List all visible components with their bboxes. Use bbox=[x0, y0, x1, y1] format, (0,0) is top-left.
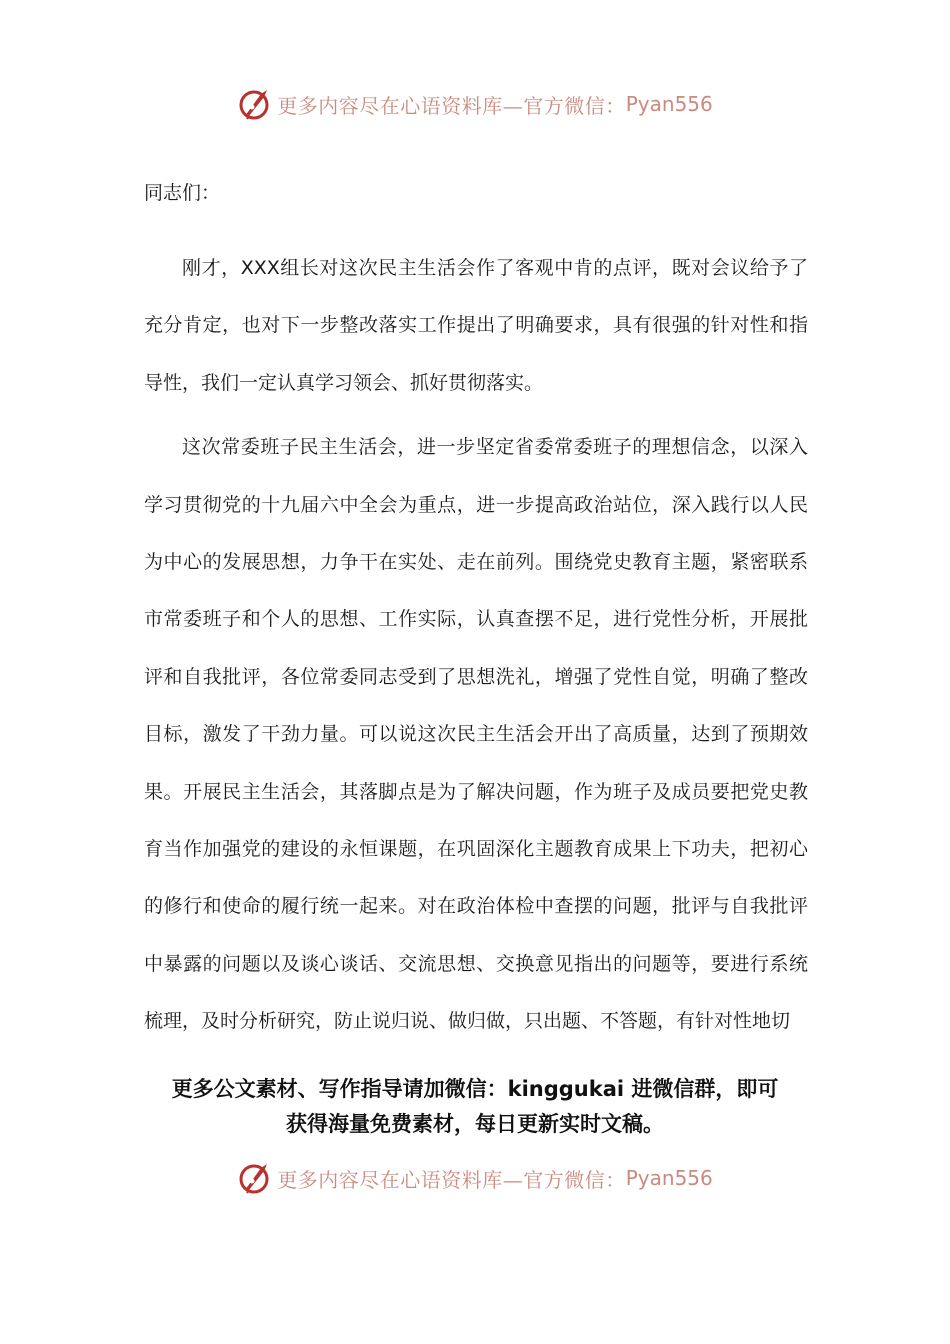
quill-pen-logo-icon bbox=[237, 86, 273, 122]
watermark-wechat-id: Pyan556 bbox=[625, 92, 713, 116]
watermark-wechat-id: Pyan556 bbox=[625, 1166, 713, 1190]
header-watermark bbox=[0, 84, 950, 124]
watermark-text: 更多内容尽在心语资料库—官方微信： bbox=[277, 1167, 626, 1192]
document-body bbox=[144, 175, 808, 1051]
paragraph-2: 这次常委班子民主生活会，进一步坚定省委常委班子的理想信念，以深入学习贯彻党的十九届六中全会为重点，进一步提高政治站位，深入践行以人民为中心的发展思想，力争干在实处、走在前列。围绕党史教育主题，紧密联系市常委班子和个人的思想、工作实际，认真查摆不足，进行党性分析，开展批评和自我批评，各位常委同志受到了思想洗礼，增强了党性自觉，明确了整改目标，激发了干劲力量。可以说这次民主生活会开出了高质量，达到了预期效果。开展民主生活会，其落脚点是为了解决问题，作为班子及成员要把党史教育当作加强党的建设的永恒课题，在巩固深化主题教育成果上下功夫，把初心的修行和使命的履行统一起来。对在政治体检中查摆的问题，批评与自我批评中暴露的问题以及谈心谈话、交流思想、交换意见指出的问题等，要进行系统梳理，及时分析研究，防止说归说、做归做，只出题、不答题，有针对性地切 bbox=[144, 436, 808, 1033]
promo-banner bbox=[140, 1072, 810, 1142]
promo-line-2: 获得海量免费素材，每日更新实时文稿。 bbox=[286, 1112, 664, 1136]
greeting: 同志们： bbox=[144, 182, 221, 204]
quill-pen-logo-icon bbox=[237, 1160, 273, 1196]
promo-line-1: 更多公文素材、写作指导请加微信：kinggukai 进微信群，即可 bbox=[171, 1077, 779, 1101]
watermark-text: 更多内容尽在心语资料库—官方微信： bbox=[277, 93, 626, 118]
footer-watermark bbox=[0, 1158, 950, 1198]
paragraph-1: 刚才，XXX组长对这次民主生活会作了客观中肯的点评，既对会议给予了充分肯定，也对下一步整改落实工作提出了明确要求，具有很强的针对性和指导性，我们一定认真学习领会、抓好贯彻落实。 bbox=[144, 257, 808, 394]
